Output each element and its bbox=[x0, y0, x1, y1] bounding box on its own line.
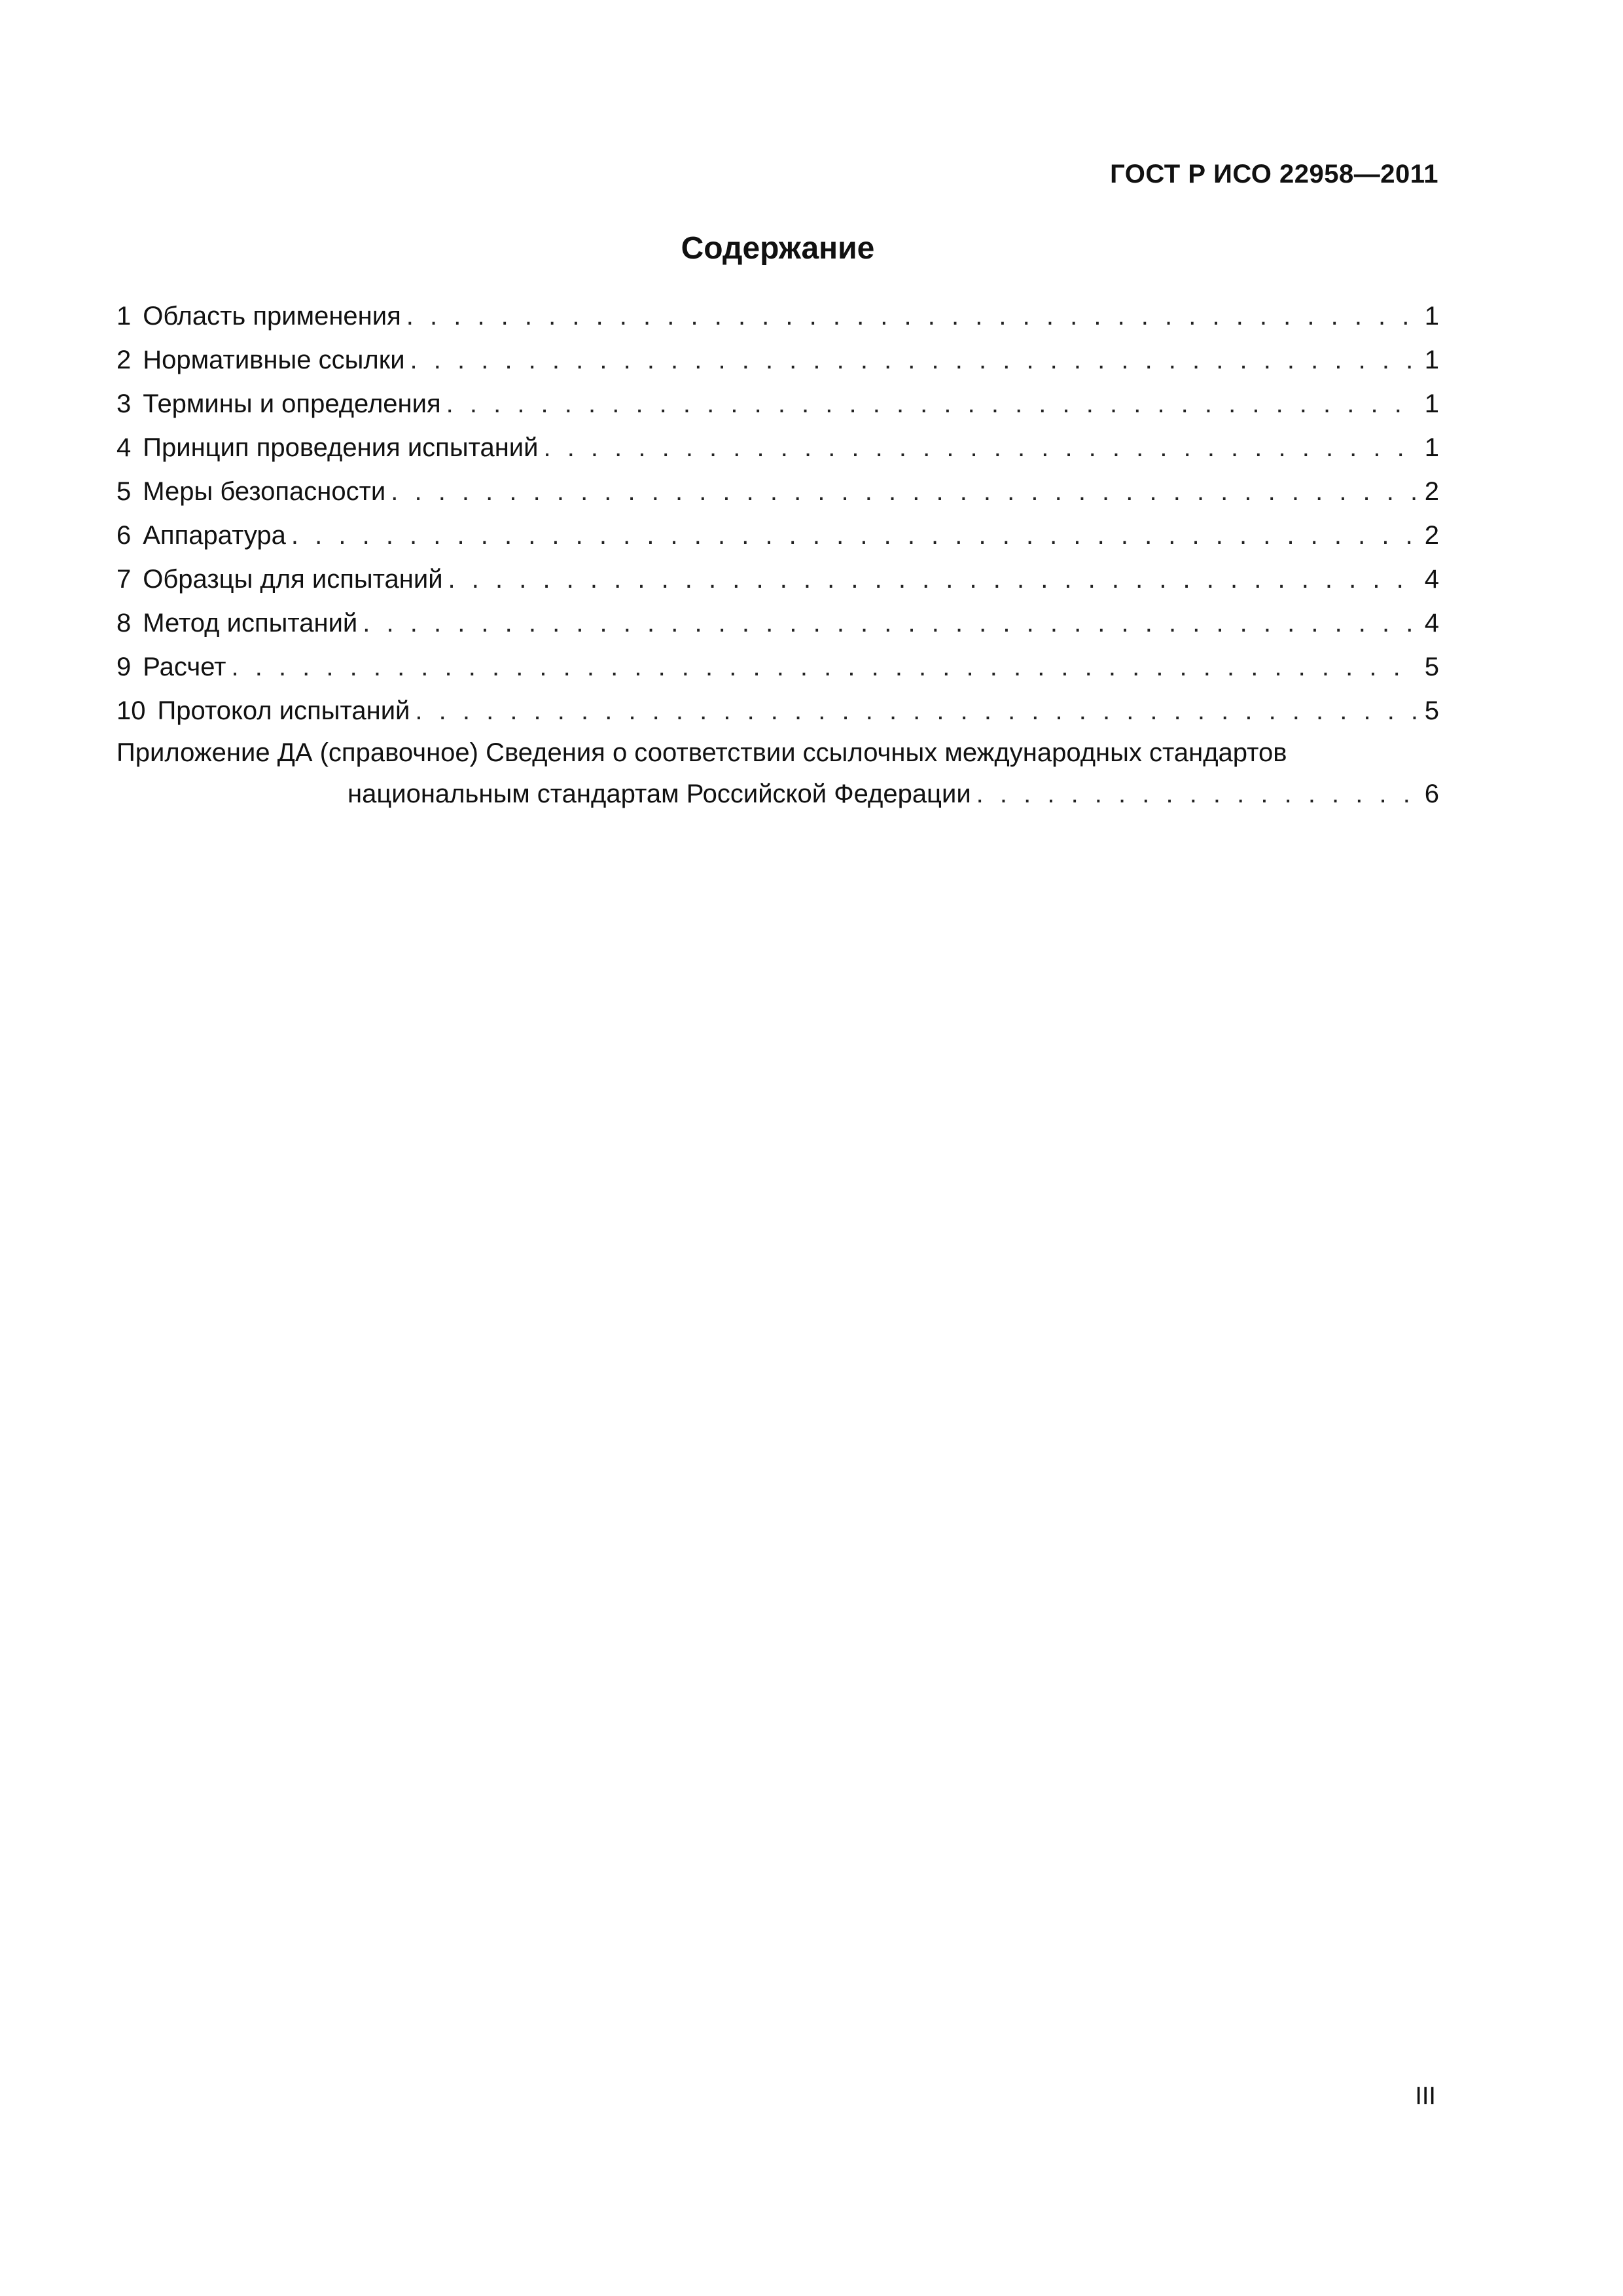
toc-entry-page: 4 bbox=[1424, 565, 1439, 594]
toc-entry-title: Термины и определения bbox=[143, 389, 441, 418]
toc-entry-page: 1 bbox=[1424, 433, 1439, 462]
toc-entry-number: 9 bbox=[116, 653, 132, 681]
toc-entry-title: Область применения bbox=[143, 302, 401, 331]
toc-entry-number: 4 bbox=[116, 433, 132, 462]
toc-entry-number: 1 bbox=[116, 302, 132, 331]
toc-leader-dots bbox=[976, 772, 1418, 816]
toc-leader-dots bbox=[543, 426, 1418, 470]
toc-entry-number: 5 bbox=[116, 477, 132, 506]
toc-leader-dots bbox=[231, 645, 1418, 689]
toc-entry-title: Меры безопасности bbox=[143, 477, 386, 506]
toc-entry-page: 5 bbox=[1424, 653, 1439, 681]
toc-entry[interactable] bbox=[116, 295, 1439, 338]
toc-entry[interactable] bbox=[116, 470, 1439, 514]
toc-leader-dots bbox=[291, 514, 1418, 558]
toc-entry[interactable] bbox=[116, 558, 1439, 601]
toc-leader-dots bbox=[448, 558, 1418, 601]
toc-entry[interactable] bbox=[116, 689, 1439, 733]
toc-entry[interactable] bbox=[116, 426, 1439, 470]
toc-title: Содержание bbox=[681, 231, 875, 266]
toc-appendix-page: 6 bbox=[1424, 780, 1439, 808]
toc-entry-number: 6 bbox=[116, 521, 132, 550]
toc-entry-number: 2 bbox=[116, 346, 132, 374]
standard-code-header: ГОСТ Р ИСО 22958—2011 bbox=[1110, 160, 1438, 188]
toc-entry-title: Метод испытаний bbox=[143, 609, 358, 637]
toc-entry-number: 7 bbox=[116, 565, 132, 594]
toc-entry[interactable] bbox=[116, 514, 1439, 558]
toc-entry-page: 4 bbox=[1424, 609, 1439, 637]
toc-entry-page: 2 bbox=[1424, 521, 1439, 550]
toc-entry-title: Расчет bbox=[143, 653, 226, 681]
toc-entry-page: 1 bbox=[1424, 346, 1439, 374]
toc-entry-title: Принцип проведения испытаний bbox=[143, 433, 539, 462]
toc-leader-dots bbox=[363, 601, 1418, 645]
toc-entry-page: 1 bbox=[1424, 302, 1439, 331]
toc-entry-title: Нормативные ссылки bbox=[143, 346, 405, 374]
toc-entry[interactable] bbox=[116, 645, 1439, 689]
toc-leader-dots bbox=[391, 470, 1418, 514]
toc-entry[interactable] bbox=[116, 338, 1439, 382]
toc-entry-number: 3 bbox=[116, 389, 132, 418]
toc-entry-page: 2 bbox=[1424, 477, 1439, 506]
table-of-contents bbox=[116, 295, 1439, 816]
toc-entry-number: 8 bbox=[116, 609, 132, 637]
toc-appendix-title-cont: национальным стандартам Российской Федерации bbox=[348, 780, 971, 808]
toc-leader-dots bbox=[410, 338, 1418, 382]
toc-appendix-entry[interactable] bbox=[116, 733, 1439, 816]
toc-entry-page: 5 bbox=[1424, 696, 1439, 725]
toc-entry-title: Протокол испытаний bbox=[157, 696, 410, 725]
toc-entry[interactable] bbox=[116, 601, 1439, 645]
toc-entry-page: 1 bbox=[1424, 389, 1439, 418]
toc-leader-dots bbox=[415, 689, 1418, 733]
toc-entry[interactable] bbox=[116, 382, 1439, 426]
page-number: III bbox=[1415, 2083, 1436, 2110]
toc-leader-dots bbox=[446, 382, 1418, 426]
toc-entry-title: Аппаратура bbox=[143, 521, 286, 550]
toc-appendix-continuation bbox=[116, 772, 1439, 816]
toc-appendix-title: Приложение ДА (справочное) Сведения о соответствии ссылочных международных стандартов bbox=[116, 738, 1287, 767]
toc-leader-dots bbox=[406, 295, 1418, 338]
toc-entry-title: Образцы для испытаний bbox=[143, 565, 443, 594]
toc-entry-number: 10 bbox=[116, 696, 146, 725]
